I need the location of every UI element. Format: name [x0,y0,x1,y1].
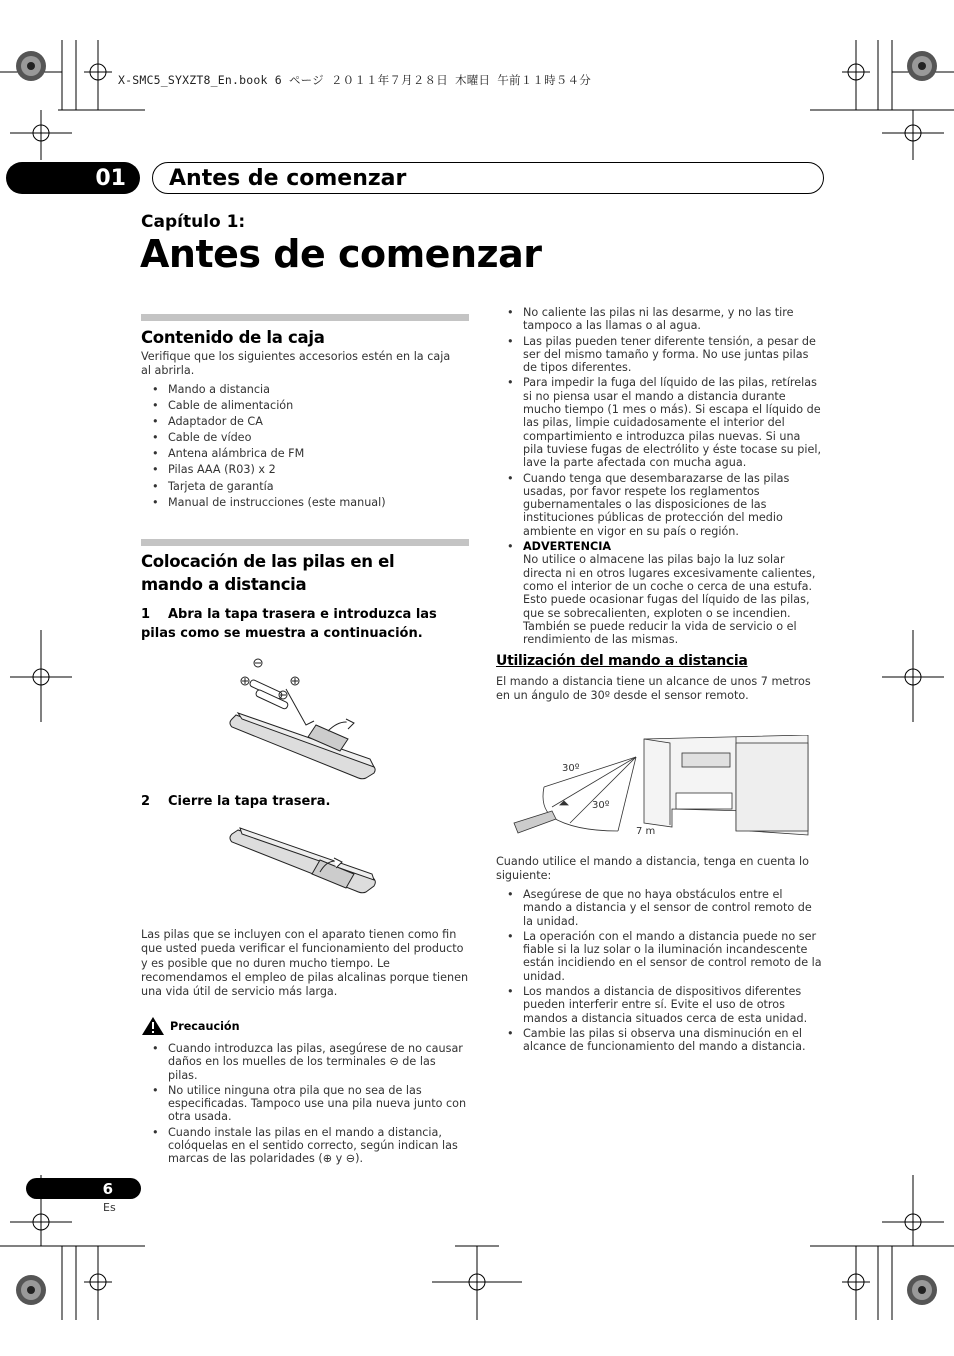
list-item: • Mando a distancia [141,382,461,398]
box-contents-heading: Contenido de la caja [141,328,325,347]
list-item: • Cable de vídeo [141,430,461,446]
remote-battery-insert-illustration [228,655,383,780]
page-number: 6 [102,1179,113,1198]
box-contents-list [141,382,461,511]
chapter-title: Antes de comenzar [140,232,542,276]
caution-label: Precaución [170,1020,240,1033]
list-item: • La operación con el mando a distancia puede no ser fiable si la luz solar o la iluminación incandescente están incidiendo en el sensor de control remoto de la unidad. [496,930,824,983]
remote-close-cover-illustration [228,822,383,912]
list-item: • Manual de instrucciones (este manual) [141,495,461,511]
list-item: • Las pilas pueden tener diferente tensión, a pesar de ser del mismo tamaño y forma. No use juntas pilas de tipos diferentes. [496,335,824,375]
section-rule [141,314,469,321]
section-rule [141,539,469,546]
remote-use-list [496,888,824,1054]
list-item: • Cuando instale las pilas en el mando a distancia, colóquelas en el sentido correcto, según indican las marcas de las polaridades (⊕ y ⊖). [141,1126,467,1166]
list-item: • Asegúrese de que no haya obstáculos entre el mando a distancia y el sensor de control remoto de la unidad. [496,888,824,928]
box-contents-intro: Verifique que los siguientes accesorios estén en la caja al abrirla. [141,350,451,378]
list-item: • No utilice ninguna otra pila que no sea de las especificadas. Tampoco use una pila nueva junto con otra usada. [141,1084,467,1124]
list-item: • Cambie las pilas si observa una disminución en el alcance de funcionamiento del mando a distancia. [496,1027,824,1054]
language-code: Es [103,1201,116,1214]
list-item: • Los mandos a distancia de dispositivos diferentes pueden interferir entre sí. Evite el uso de otros mandos a distancia situados cerca de esta unidad. [496,985,824,1025]
warning-item [496,540,824,646]
remote-use-after: Cuando utilice el mando a distancia, tenga en cuenta lo siguiente: [496,855,810,883]
running-title: Antes de comenzar [152,162,824,194]
step-number: 2 [141,794,151,809]
remote-use-intro: El mando a distancia tiene un alcance de unos 7 metros en un ángulo de 30º desde el sensor remoto. [496,675,811,703]
angle-label-bottom: 30º [592,800,610,811]
warning-triangle-icon [141,1016,165,1036]
step-text: Cierre la tapa trasera. [168,794,331,809]
battery-precautions-list [496,306,824,646]
list-item: • Antena alámbrica de FM [141,446,461,462]
step-1 [141,605,467,643]
list-item: • Cuando introduzca las pilas, asegúrese de no causar daños en los muelles de los terminales ⊖ de las pilas. [141,1042,467,1082]
step-2 [141,792,467,811]
batteries-heading: Colocación de las pilas en el mando a distancia [141,552,395,594]
batteries-note: Las pilas que se incluyen con el aparato tienen como fin que usted pueda verificar el funcionamiento del producto y es posible que no duren mucho tiempo. Le recomendamos el empleo de pilas alcalinas porque tienen una vida útil de servicio más larga. [141,928,469,999]
list-item: • Para impedir la fuga del líquido de las pilas, retírelas si no piensa usar el mando a distancia durante mucho tiempo (1 mes o más). Si escapa el líquido de las pilas, limpie cuidadosamente el interior del compartimiento e introduzca pilas nuevas. Si una pila tuviese fugas de electrólito y éste tocase su piel, lave la parte afectada con mucha agua. [496,376,824,469]
warning-text: No utilice o almacene las pilas bajo la luz solar directa ni en otros lugares excesivamente calientes, como el interior de un coche o cerca de una estufa. Esto puede ocasionar fugas del líquido de las pilas, que se sobrecalienten, exploten o se incendien. También se puede reducir la vida de servicio o el rendimiento de las mismas. [523,553,816,647]
caution-list [141,1042,467,1166]
page-number-tab [26,1178,141,1199]
list-item: • Cuando tenga que desembarazarse de las pilas usadas, por favor respete los reglamentos gubernamentales o las disposiciones de las instituciones públicas de protección del medio ambiente en vigor en su país o región. [496,472,824,538]
print-header-meta: X-SMC5_SYXZT8_En.book 6 ページ ２０１１年７月２８日 木曜日 午前１１時５４分 [118,73,591,87]
list-item: • Tarjeta de garantía [141,479,461,495]
step-number: 1 [141,607,151,622]
chapter-number-tab [6,162,140,194]
chapter-number: 01 [95,165,126,191]
list-item: • Cable de alimentación [141,398,461,414]
warning-label: • ADVERTENCIA [523,540,612,554]
step-text: Abra la tapa trasera e introduzca las pilas como se muestra a continuación. [141,607,437,641]
remote-range-diagram [500,735,812,843]
list-item: • No caliente las pilas ni las desarme, y no las tire tampoco a las llamas o al agua. [496,306,824,333]
list-item: • Pilas AAA (R03) x 2 [141,462,461,478]
chapter-label: Capítulo 1: [141,212,246,232]
distance-label: 7 m [636,826,656,837]
list-item: • Adaptador de CA [141,414,461,430]
remote-use-heading: Utilización del mando a distancia [496,653,748,669]
angle-label-top: 30º [562,763,580,774]
